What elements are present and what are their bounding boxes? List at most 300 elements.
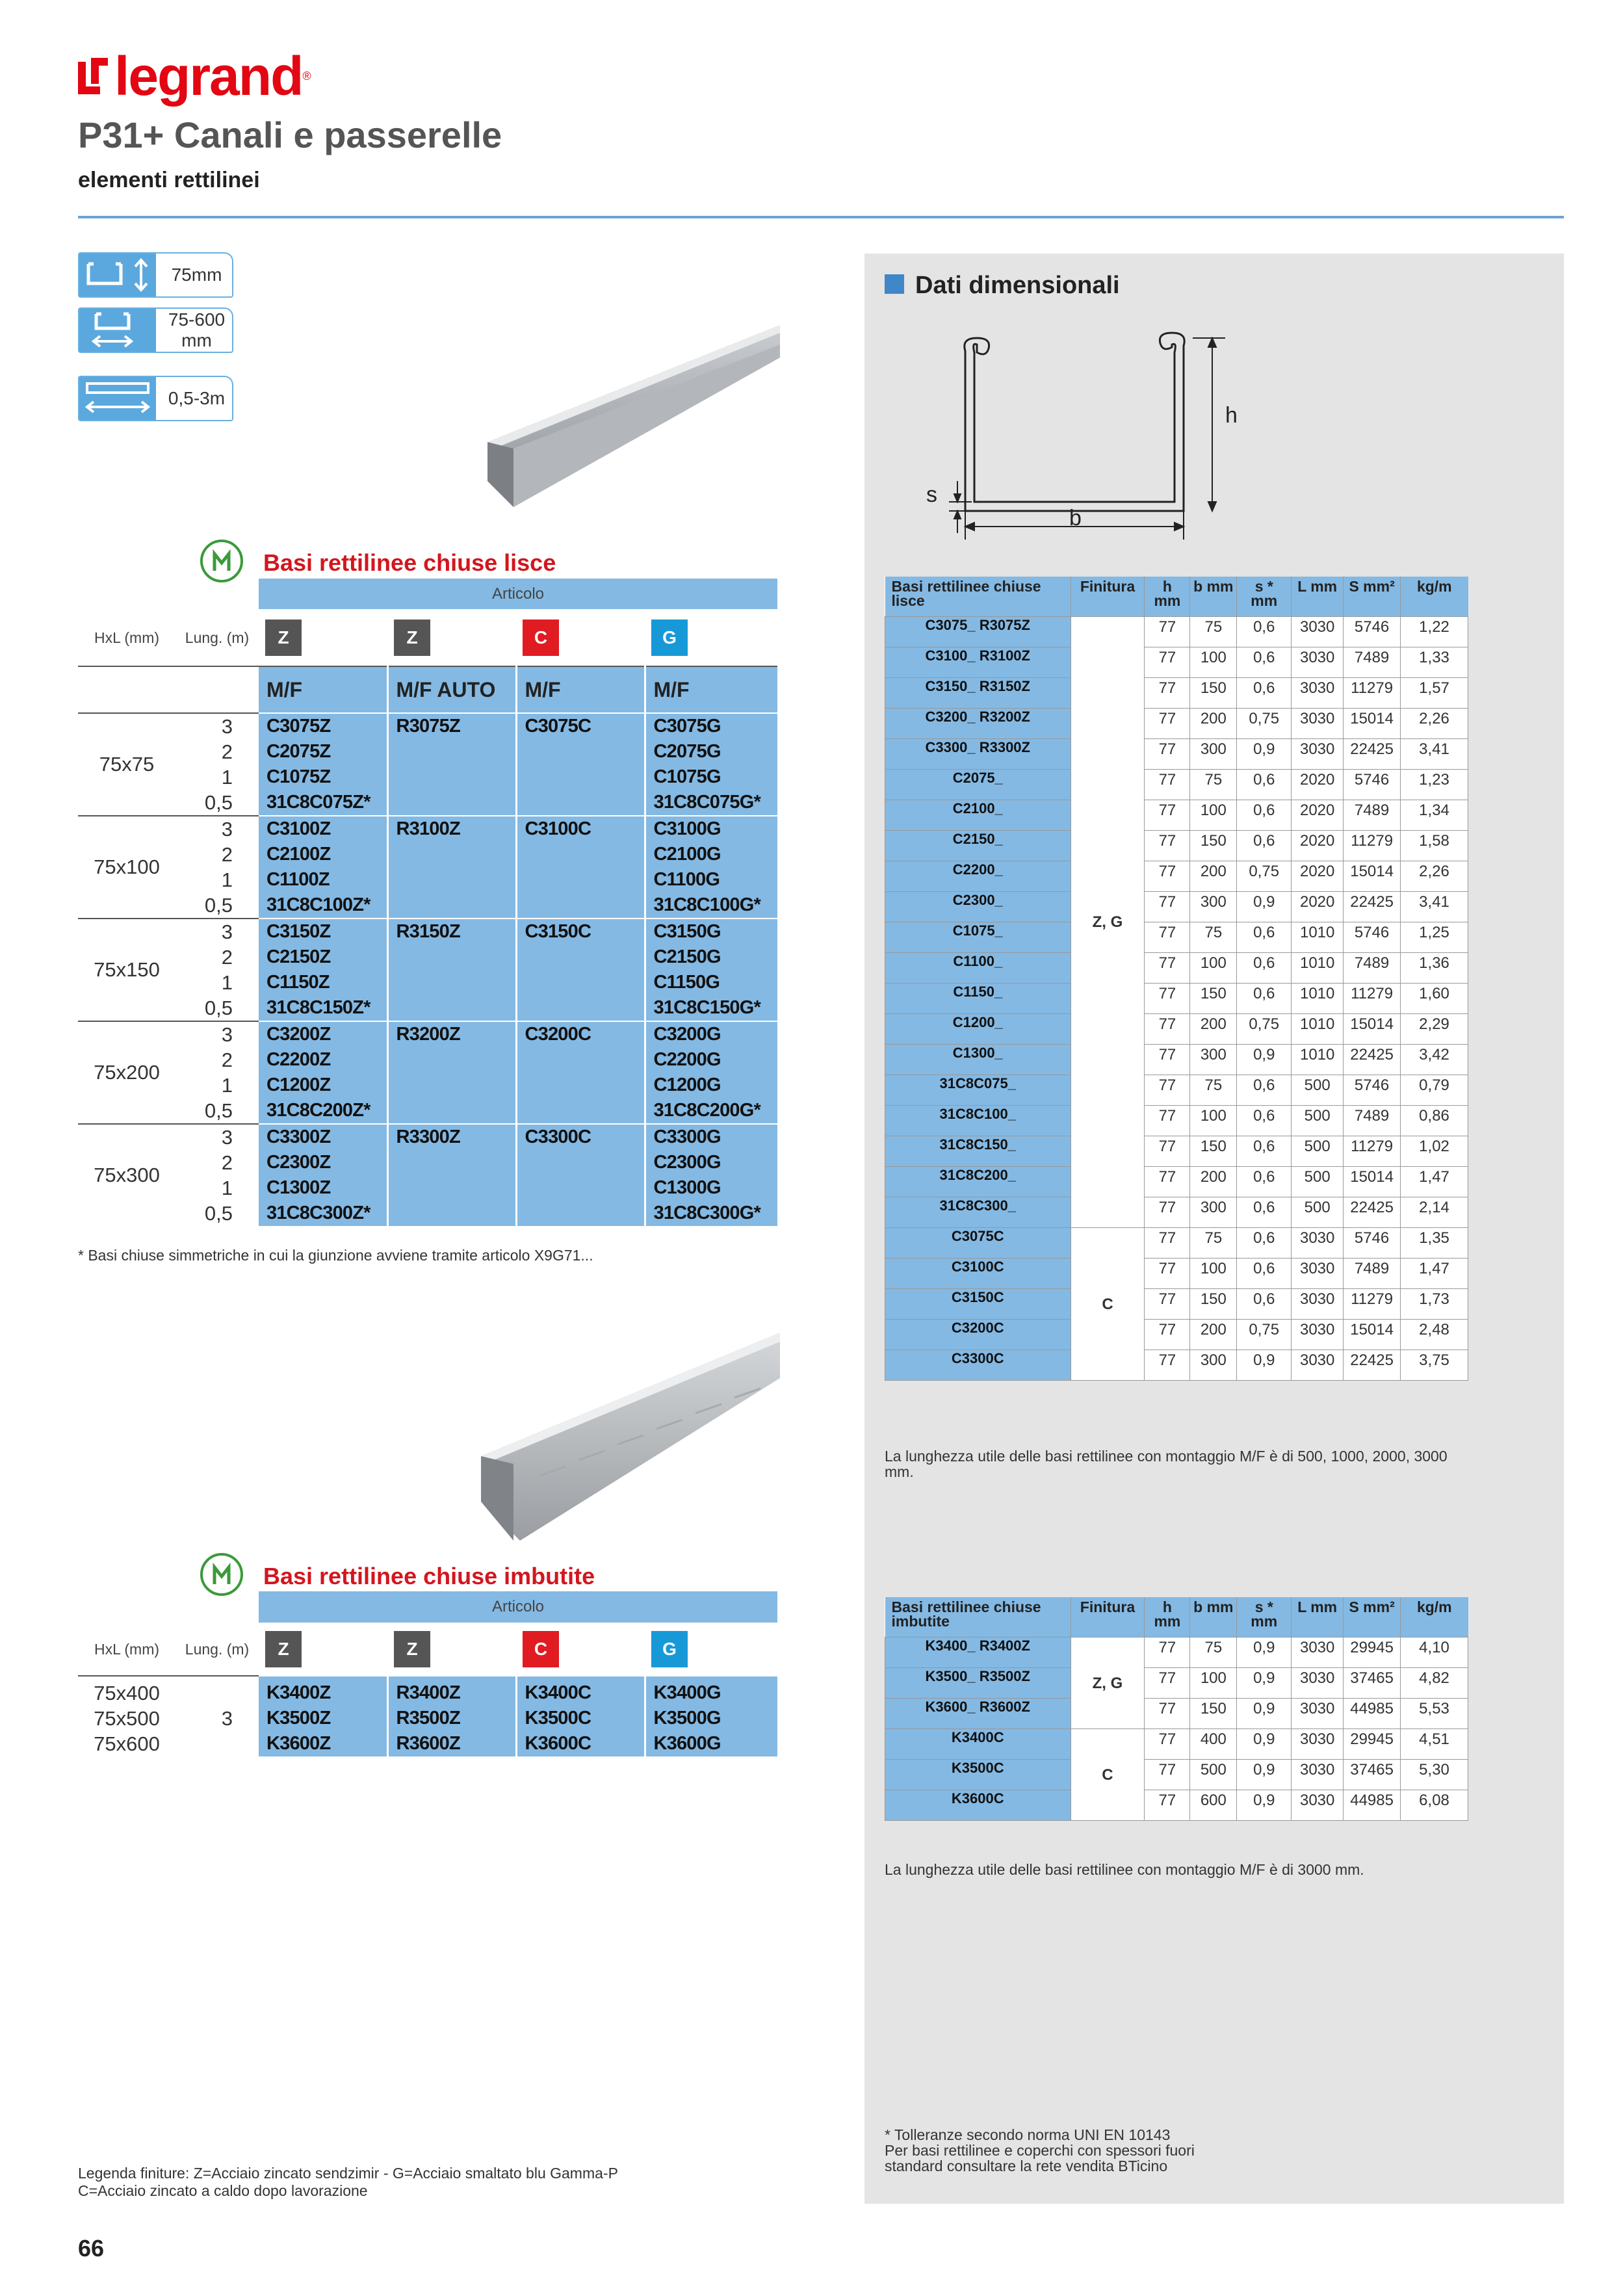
data-value: 0,6 xyxy=(1237,647,1292,677)
data-value: 0,6 xyxy=(1237,769,1292,800)
row-code: 31C8C075_ xyxy=(885,1075,1071,1105)
article-code: K3600G xyxy=(653,1733,721,1754)
article-code: C1300Z xyxy=(266,1177,331,1198)
data-value: 1010 xyxy=(1292,983,1344,1013)
data-value: 100 xyxy=(1190,1667,1237,1698)
article-code: R3100Z xyxy=(396,818,460,839)
article-code: 31C8C300G* xyxy=(653,1203,760,1223)
code-cell-auto xyxy=(387,1124,516,1226)
article-code: R3400Z xyxy=(396,1682,460,1703)
data-value: 1010 xyxy=(1292,922,1344,952)
tolerance-line: Per basi rettilinee e coperchi con spessori fuori xyxy=(885,2142,1195,2159)
data-value: 3030 xyxy=(1292,1637,1344,1667)
finitura-cell: Z, G xyxy=(1071,616,1145,1227)
data-value: 300 xyxy=(1190,1197,1237,1227)
th-h: h mm xyxy=(1145,1597,1190,1637)
article-code: C3200G xyxy=(653,1024,721,1045)
length-value: 1 xyxy=(221,1177,233,1199)
data-value: 4,10 xyxy=(1401,1637,1468,1667)
data-value: 1010 xyxy=(1292,952,1344,983)
code-cell-mf xyxy=(259,816,387,919)
data-value: 150 xyxy=(1190,1136,1237,1166)
article-code: C3150C xyxy=(525,921,591,942)
th-kg: kg/m xyxy=(1401,1597,1468,1637)
tolerance-note xyxy=(885,2127,1470,2174)
code-cell-c xyxy=(516,816,645,919)
data-row xyxy=(885,922,1468,952)
data-value: 0,9 xyxy=(1237,1790,1292,1820)
data-value: 75 xyxy=(1190,1075,1237,1105)
code-cell-mf xyxy=(259,1021,387,1124)
data-value: 15014 xyxy=(1344,1166,1401,1197)
data-value: 100 xyxy=(1190,1105,1237,1136)
row-code: K3600C xyxy=(885,1790,1071,1820)
data-value: 1,73 xyxy=(1401,1288,1468,1319)
length-value: 0,5 xyxy=(204,894,233,917)
finish-badge-g: G xyxy=(651,1631,688,1667)
data-value: 2,48 xyxy=(1401,1319,1468,1350)
row-code: C3100C xyxy=(885,1258,1071,1288)
code-cell-auto xyxy=(387,816,516,919)
data-row xyxy=(885,647,1468,677)
article-code: C2200G xyxy=(653,1049,721,1070)
data-value: 3030 xyxy=(1292,1729,1344,1759)
data-value: 1,22 xyxy=(1401,616,1468,647)
data-value: 2020 xyxy=(1292,800,1344,830)
col-mf-c: M/F xyxy=(516,666,645,713)
row-code: C3075C xyxy=(885,1227,1071,1258)
data-value: 77 xyxy=(1145,1044,1190,1075)
legrand-logo-icon xyxy=(78,55,108,97)
data-value: 77 xyxy=(1145,1319,1190,1350)
data-value: 3,41 xyxy=(1401,738,1468,769)
row-code: C3200C xyxy=(885,1319,1071,1350)
data-value: 0,6 xyxy=(1237,1197,1292,1227)
row-code: K3600_ R3600Z xyxy=(885,1698,1071,1729)
data-value: 11279 xyxy=(1344,830,1401,861)
code-cell-auto xyxy=(387,919,516,1021)
size-value: 75x600 xyxy=(94,1732,160,1755)
code-cell-c xyxy=(516,713,645,816)
data-value: 1,34 xyxy=(1401,800,1468,830)
data-row xyxy=(885,800,1468,830)
article-code: C2150Z xyxy=(266,946,331,967)
data-value: 77 xyxy=(1145,769,1190,800)
length-cell xyxy=(175,713,259,816)
data-value: 3,41 xyxy=(1401,891,1468,922)
data-value: 100 xyxy=(1190,1258,1237,1288)
article-code: 31C8C075G* xyxy=(653,792,760,813)
article-code: 31C8C150G* xyxy=(653,997,760,1018)
data-value: 0,9 xyxy=(1237,1350,1292,1380)
data-value: 1,02 xyxy=(1401,1136,1468,1166)
data-row xyxy=(885,1350,1468,1380)
row-code: K3500_ R3500Z xyxy=(885,1667,1071,1698)
article-code: C1200Z xyxy=(266,1075,331,1095)
article-code: C3150G xyxy=(653,921,721,942)
data-value: 37465 xyxy=(1344,1759,1401,1790)
data-value: 100 xyxy=(1190,647,1237,677)
data-value: 200 xyxy=(1190,1166,1237,1197)
data-value: 77 xyxy=(1145,647,1190,677)
data-row xyxy=(885,1013,1468,1044)
th-l: L mm xyxy=(1292,577,1344,616)
article-code: C2075Z xyxy=(266,741,331,762)
data-value: 0,6 xyxy=(1237,1136,1292,1166)
row-code: C1100_ xyxy=(885,952,1071,983)
data-value: 3030 xyxy=(1292,1698,1344,1729)
data-value: 0,6 xyxy=(1237,983,1292,1013)
data-value: 600 xyxy=(1190,1790,1237,1820)
data-value: 0,6 xyxy=(1237,1288,1292,1319)
code-cell-c xyxy=(516,1021,645,1124)
data-value: 200 xyxy=(1190,861,1237,891)
data-value: 15014 xyxy=(1344,861,1401,891)
data-value: 4,51 xyxy=(1401,1729,1468,1759)
finish-badge-z: Z xyxy=(394,1631,430,1667)
data-value: 1,25 xyxy=(1401,922,1468,952)
article-code: R3150Z xyxy=(396,921,460,942)
height-dimension-box xyxy=(78,252,233,298)
table-row xyxy=(78,919,777,1021)
length-cell xyxy=(175,1021,259,1124)
length-value: 1 xyxy=(221,971,233,994)
length-dimension-box xyxy=(78,376,233,421)
data-value: 77 xyxy=(1145,1166,1190,1197)
article-code: K3600Z xyxy=(266,1733,331,1754)
size-cell: 75x300 xyxy=(78,1124,175,1226)
data-value: 29945 xyxy=(1344,1637,1401,1667)
length-cell xyxy=(175,1676,259,1756)
th-kg: kg/m xyxy=(1401,577,1468,616)
length-value: 2 xyxy=(221,946,233,969)
article-code: C1100G xyxy=(653,869,720,890)
data-value: 3,42 xyxy=(1401,1044,1468,1075)
data-value: 0,6 xyxy=(1237,1258,1292,1288)
data-value: 0,6 xyxy=(1237,800,1292,830)
dati-imbutite-table xyxy=(885,1597,1468,1821)
length-value: 3 xyxy=(221,818,233,841)
code-cell-g xyxy=(645,919,777,1021)
data-value: 2020 xyxy=(1292,830,1344,861)
length-value: 3 xyxy=(221,920,233,943)
code-cell-c xyxy=(516,919,645,1021)
data-value: 77 xyxy=(1145,1698,1190,1729)
data-value: 3,75 xyxy=(1401,1350,1468,1380)
row-code: C1300_ xyxy=(885,1044,1071,1075)
data-value: 77 xyxy=(1145,1227,1190,1258)
row-code: C2100_ xyxy=(885,800,1071,830)
data-value: 200 xyxy=(1190,1013,1237,1044)
data-value: 2,26 xyxy=(1401,861,1468,891)
data-value: 0,9 xyxy=(1237,738,1292,769)
data-value: 7489 xyxy=(1344,1258,1401,1288)
data-value: 77 xyxy=(1145,1790,1190,1820)
page-number: 66 xyxy=(78,2235,105,2262)
length-label: 0,5-3m xyxy=(168,388,226,408)
article-code: C1075Z xyxy=(266,766,331,787)
lisce-article-table xyxy=(78,579,777,1226)
data-value: 150 xyxy=(1190,830,1237,861)
length-value: 3 xyxy=(221,1707,233,1730)
data-value: 4,82 xyxy=(1401,1667,1468,1698)
row-code: C1200_ xyxy=(885,1013,1071,1044)
data-value: 5746 xyxy=(1344,616,1401,647)
hxl-header: HxL (mm) xyxy=(94,1640,160,1658)
data-row xyxy=(885,1790,1468,1820)
dati-lisce-table xyxy=(885,577,1468,1381)
row-code: C3100_ R3100Z xyxy=(885,647,1071,677)
code-cell-mf xyxy=(259,919,387,1021)
length-value: 2 xyxy=(221,740,233,763)
th-finitura: Finitura xyxy=(1071,1597,1145,1637)
row-code: 31C8C300_ xyxy=(885,1197,1071,1227)
table-row xyxy=(78,816,777,919)
code-cell-auto xyxy=(387,713,516,816)
data-value: 1,36 xyxy=(1401,952,1468,983)
data-value: 2020 xyxy=(1292,769,1344,800)
data-value: 0,9 xyxy=(1237,1729,1292,1759)
row-code: C1075_ xyxy=(885,922,1071,952)
data-value: 77 xyxy=(1145,1667,1190,1698)
data-value: 3030 xyxy=(1292,1319,1344,1350)
data-value: 0,75 xyxy=(1237,1319,1292,1350)
data-row xyxy=(885,1105,1468,1136)
code-cell-g xyxy=(645,1021,777,1124)
article-code: C1300G xyxy=(653,1177,721,1198)
data-row xyxy=(885,830,1468,861)
data-value: 75 xyxy=(1190,616,1237,647)
data-value: 0,6 xyxy=(1237,616,1292,647)
th-basi: Basi rettilinee chiuse lisce xyxy=(885,577,1071,616)
row-code: C3075_ R3075Z xyxy=(885,616,1071,647)
data-value: 2020 xyxy=(1292,891,1344,922)
data-row xyxy=(885,861,1468,891)
lung-header: Lung. (m) xyxy=(185,629,250,646)
imbutite-article-table xyxy=(78,1591,777,1756)
article-code: R3500Z xyxy=(396,1708,460,1729)
data-value: 0,9 xyxy=(1237,891,1292,922)
data-value: 5,53 xyxy=(1401,1698,1468,1729)
data-value: 150 xyxy=(1190,1288,1237,1319)
article-code: 31C8C200G* xyxy=(653,1100,760,1121)
data-value: 75 xyxy=(1190,1637,1237,1667)
row-code: K3400C xyxy=(885,1729,1071,1759)
finish-badge-z: Z xyxy=(394,620,430,656)
length-value: 2 xyxy=(221,1049,233,1071)
size-cell: 75x150 xyxy=(78,919,175,1021)
product-image-lisce xyxy=(474,319,780,507)
th-b: b mm xyxy=(1190,577,1237,616)
data-value: 77 xyxy=(1145,1075,1190,1105)
data-value: 5746 xyxy=(1344,769,1401,800)
row-code: C3150_ R3150Z xyxy=(885,677,1071,708)
size-value: 75x500 xyxy=(94,1707,160,1730)
article-code: K3500G xyxy=(653,1708,721,1729)
data-value: 22425 xyxy=(1344,1197,1401,1227)
page-title: P31+ Canali e passerelle xyxy=(78,114,502,155)
data-value: 300 xyxy=(1190,891,1237,922)
width-dimension-box xyxy=(78,307,233,353)
length-value: 1 xyxy=(221,1074,233,1097)
data-value: 0,75 xyxy=(1237,1013,1292,1044)
row-code: K3400_ R3400Z xyxy=(885,1637,1071,1667)
data-value: 75 xyxy=(1190,922,1237,952)
table-row xyxy=(78,1676,777,1756)
height-icon xyxy=(79,254,156,296)
dati-title: Dati dimensionali xyxy=(915,272,1120,299)
code-cell-g xyxy=(645,1124,777,1226)
data-value: 77 xyxy=(1145,891,1190,922)
data-row xyxy=(885,1637,1468,1667)
article-code: R3600Z xyxy=(396,1733,460,1754)
data-value: 77 xyxy=(1145,1013,1190,1044)
height-label: 75mm xyxy=(171,265,222,285)
page-subtitle: elementi rettilinei xyxy=(78,168,260,192)
profile-diagram xyxy=(887,319,1264,546)
data-value: 0,75 xyxy=(1237,708,1292,738)
lung-header: Lung. (m) xyxy=(185,1640,250,1658)
data-value: 300 xyxy=(1190,738,1237,769)
dati-note-1: La lunghezza utile delle basi rettilinee con montaggio M/F è di 500, 1000, 2000, 3000 mm. xyxy=(885,1448,1448,1480)
data-value: 22425 xyxy=(1344,738,1401,769)
data-value: 5746 xyxy=(1344,1075,1401,1105)
data-value: 7489 xyxy=(1344,647,1401,677)
code-cell-c xyxy=(516,1124,645,1226)
data-value: 5746 xyxy=(1344,922,1401,952)
article-code: C2150G xyxy=(653,946,721,967)
tolerance-line: standard consultare la rete vendita BTicino xyxy=(885,2158,1168,2174)
data-value: 0,75 xyxy=(1237,861,1292,891)
row-code: C1150_ xyxy=(885,983,1071,1013)
article-code: C3100Z xyxy=(266,818,331,839)
col-mf: M/F xyxy=(259,666,387,713)
data-row xyxy=(885,1258,1468,1288)
article-code: C2075G xyxy=(653,741,721,762)
length-cell xyxy=(175,919,259,1021)
article-code: C2300Z xyxy=(266,1152,331,1173)
article-code: C3150Z xyxy=(266,921,331,942)
article-code: C1100Z xyxy=(266,869,330,890)
brand-name: legrand xyxy=(114,46,303,107)
th-s: s * mm xyxy=(1237,577,1292,616)
data-value: 77 xyxy=(1145,800,1190,830)
finish-badge-c: C xyxy=(523,1631,559,1667)
th-l: L mm xyxy=(1292,1597,1344,1637)
data-value: 200 xyxy=(1190,708,1237,738)
data-row xyxy=(885,1044,1468,1075)
article-code: R3075Z xyxy=(396,716,460,737)
data-value: 500 xyxy=(1190,1759,1237,1790)
data-value: 77 xyxy=(1145,616,1190,647)
data-value: 3030 xyxy=(1292,1288,1344,1319)
row-code: C2200_ xyxy=(885,861,1071,891)
section-marker-icon xyxy=(885,274,904,294)
data-value: 77 xyxy=(1145,1197,1190,1227)
data-value: 0,9 xyxy=(1237,1698,1292,1729)
data-value: 6,08 xyxy=(1401,1790,1468,1820)
data-value: 3030 xyxy=(1292,647,1344,677)
data-value: 0,86 xyxy=(1401,1105,1468,1136)
article-code: C3200Z xyxy=(266,1024,331,1045)
data-value: 0,6 xyxy=(1237,1075,1292,1105)
article-code: K3500C xyxy=(525,1708,591,1729)
data-value: 1,47 xyxy=(1401,1166,1468,1197)
table-row xyxy=(78,1124,777,1226)
th-b: b mm xyxy=(1190,1597,1237,1637)
data-value: 100 xyxy=(1190,800,1237,830)
finish-badge-z: Z xyxy=(265,620,302,656)
tolerance-line: * Tolleranze secondo norma UNI EN 10143 xyxy=(885,2126,1171,2143)
article-code: K3400Z xyxy=(266,1682,331,1703)
data-value: 77 xyxy=(1145,1350,1190,1380)
data-value: 100 xyxy=(1190,952,1237,983)
article-code: C3200C xyxy=(525,1024,591,1045)
size-cell: 75x75 xyxy=(78,713,175,816)
data-value: 0,6 xyxy=(1237,677,1292,708)
data-value: 3030 xyxy=(1292,616,1344,647)
data-value: 500 xyxy=(1292,1166,1344,1197)
data-row xyxy=(885,1729,1468,1759)
data-value: 3030 xyxy=(1292,677,1344,708)
data-value: 0,6 xyxy=(1237,952,1292,983)
data-value: 22425 xyxy=(1344,1350,1401,1380)
width-label: 75-600 mm xyxy=(168,309,226,350)
article-code: 31C8C100Z* xyxy=(266,894,370,915)
data-value: 11279 xyxy=(1344,1136,1401,1166)
articolo-header: Articolo xyxy=(259,579,777,609)
table-row xyxy=(78,713,777,816)
data-value: 1,57 xyxy=(1401,677,1468,708)
row-code: C3200_ R3200Z xyxy=(885,708,1071,738)
th-area: S mm² xyxy=(1344,577,1401,616)
data-row xyxy=(885,1166,1468,1197)
data-value: 77 xyxy=(1145,830,1190,861)
size-value: 75x400 xyxy=(94,1682,160,1704)
product-image-imbutite xyxy=(474,1326,780,1541)
data-value: 77 xyxy=(1145,738,1190,769)
data-value: 44985 xyxy=(1344,1698,1401,1729)
finish-badge-z: Z xyxy=(265,1631,302,1667)
data-value: 0,79 xyxy=(1401,1075,1468,1105)
data-value: 1,60 xyxy=(1401,983,1468,1013)
article-code: 31C8C200Z* xyxy=(266,1100,370,1121)
data-value: 1,23 xyxy=(1401,769,1468,800)
data-value: 2020 xyxy=(1292,861,1344,891)
code-cell xyxy=(259,1676,387,1756)
legrand-logo: legrand ® xyxy=(78,47,311,105)
data-value: 2,29 xyxy=(1401,1013,1468,1044)
data-value: 7489 xyxy=(1344,800,1401,830)
data-value: 2,14 xyxy=(1401,1197,1468,1227)
row-code: C2075_ xyxy=(885,769,1071,800)
th-area: S mm² xyxy=(1344,1597,1401,1637)
data-row xyxy=(885,1288,1468,1319)
row-code: C3150C xyxy=(885,1288,1071,1319)
data-value: 300 xyxy=(1190,1044,1237,1075)
data-value: 0,6 xyxy=(1237,1105,1292,1136)
data-value: 150 xyxy=(1190,983,1237,1013)
article-code: C3075C xyxy=(525,716,591,737)
data-row xyxy=(885,891,1468,922)
section-title-imbutite: Basi rettilinee chiuse imbutite xyxy=(263,1563,595,1589)
article-code: 31C8C100G* xyxy=(653,894,760,915)
data-row xyxy=(885,738,1468,769)
data-value: 0,9 xyxy=(1237,1667,1292,1698)
diagram-b-label: b xyxy=(1069,506,1082,530)
length-cell xyxy=(175,816,259,919)
data-value: 75 xyxy=(1190,769,1237,800)
